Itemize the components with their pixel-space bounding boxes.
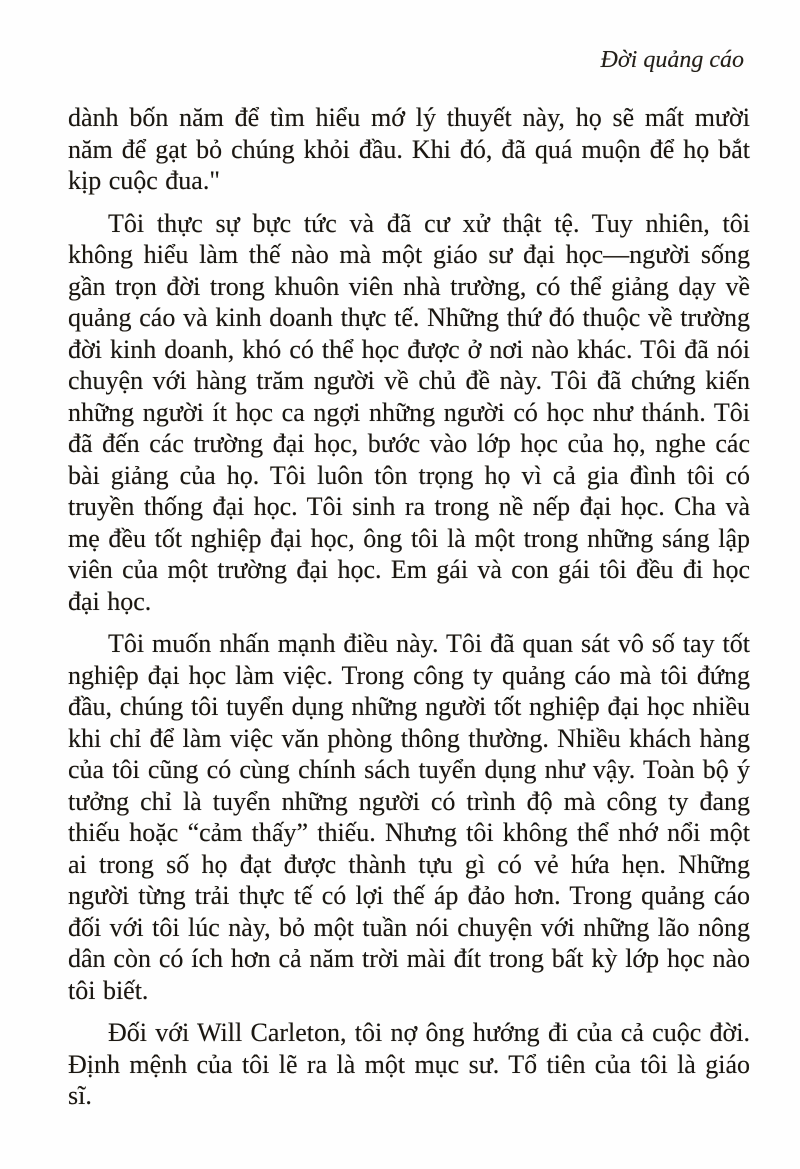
running-header: Đời quảng cáo [600, 47, 744, 73]
paragraph: dành bốn năm để tìm hiểu mớ lý thuyết này, họ sẽ mất mười năm để gạt bỏ chúng khỏi đầu. Khi đó, đã quá muộn để họ bắt kịp cuộc đua." [68, 103, 750, 195]
paragraph: Đối với Will Carleton, tôi nợ ông hướng đi của cả cuộc đời. Định mệnh của tôi lẽ ra là một mục sư. Tổ tiên của tôi là giáo sĩ. [68, 1018, 750, 1110]
page-body [68, 102, 750, 1112]
paragraph: Tôi muốn nhấn mạnh điều này. Tôi đã quan sát vô số tay tốt nghiệp đại học làm việc. Trong công ty quảng cáo mà tôi đứng đầu, chúng tôi tuyển dụng những người tốt nghiệp đại học nhiều khi chỉ để làm việc văn phòng thông thường. Nhiều khách hàng của tôi cũng có cùng chính sách tuyển dụng như vậy. Toàn bộ ý tưởng chỉ là tuyển những người có trình độ mà công ty đang thiếu hoặc “cảm thấy” thiếu. Nhưng tôi không thể nhớ nổi một ai trong số họ đạt được thành tựu gì có vẻ hứa hẹn. Những người từng trải thực tế có lợi thế áp đảo hơn. Trong quảng cáo đối với tôi lúc này, bỏ một tuần nói chuyện với những lão nông dân còn có ích hơn cả năm trời mài đít trong bất kỳ lớp học nào tôi biết. [68, 629, 750, 1005]
paragraph: Tôi thực sự bực tức và đã cư xử thật tệ. Tuy nhiên, tôi không hiểu làm thế nào mà một giáo sư đại học—người sống gần trọn đời trong khuôn viên nhà trường, có thể giảng dạy về quảng cáo và kinh doanh thực tế. Những thứ đó thuộc về trường đời kinh doanh, khó có thể học được ở nơi nào khác. Tôi đã nói chuyện với hàng trăm người về chủ đề này. Tôi đã chứng kiến những người ít học ca ngợi những người có học như thánh. Tôi đã đến các trường đại học, bước vào lớp học của họ, nghe các bài giảng của họ. Tôi luôn tôn trọng họ vì cả gia đình tôi có truyền thống đại học. Tôi sinh ra trong nề nếp đại học. Cha và mẹ đều tốt nghiệp đại học, ông tôi là một trong những sáng lập viên của một trường đại học. Em gái và con gái tôi đều đi học đại học. [68, 208, 750, 616]
